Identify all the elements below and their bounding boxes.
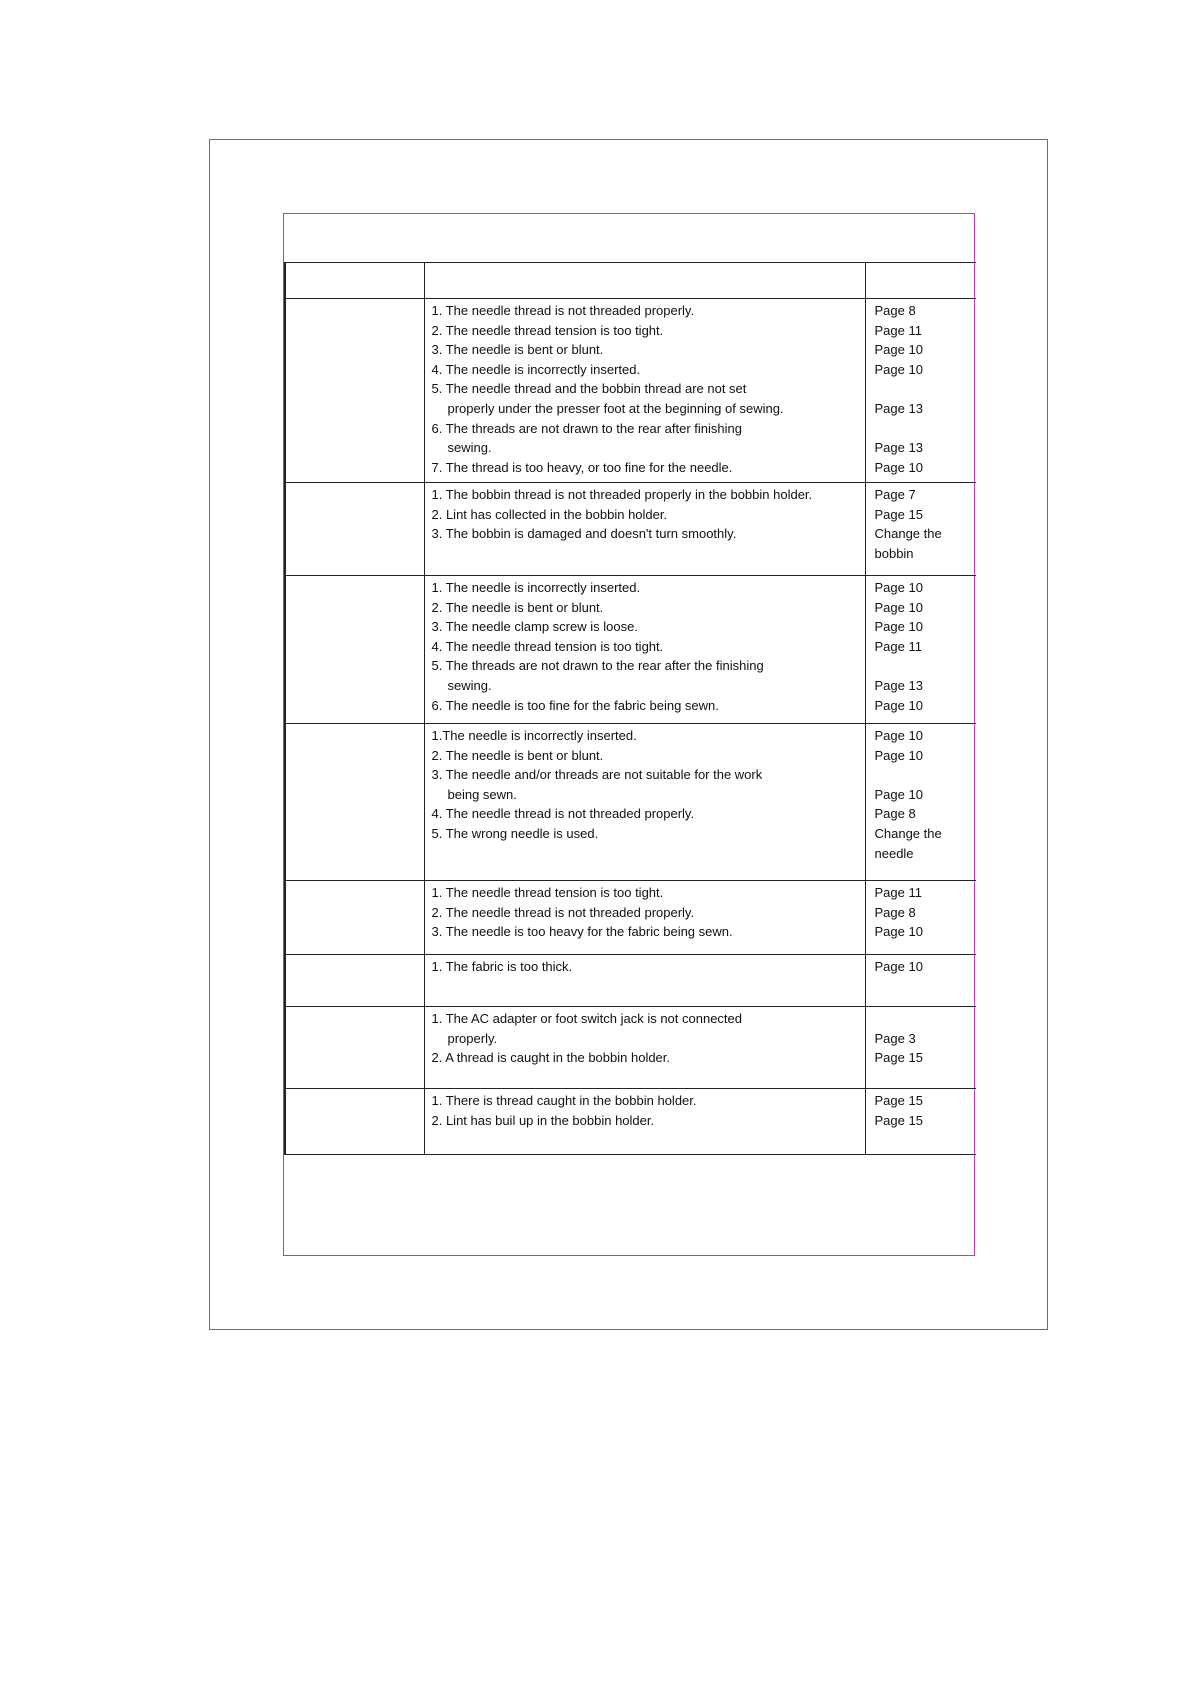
table-row [285, 1007, 976, 1089]
page-reference [875, 419, 973, 439]
page-reference: bobbin [874, 545, 914, 561]
cause-cell [424, 576, 865, 724]
cause-line: 4. The needle is incorrectly inserted. [431, 361, 641, 377]
reference-cell [865, 576, 976, 724]
cause-cell [424, 881, 865, 955]
table-row [285, 1089, 976, 1155]
page-reference [875, 765, 973, 785]
cause-cell [424, 483, 865, 576]
page-reference: Page 10 [874, 924, 923, 940]
page-reference: needle [874, 845, 914, 861]
page-reference: Page 8 [874, 303, 916, 318]
page-reference: Page 10 [874, 580, 923, 595]
cause-line: 2. A thread is caught in the bobbin holder. [431, 1050, 671, 1066]
page-reference [875, 656, 973, 676]
cause-cell [424, 1007, 865, 1089]
page-reference: Page 15 [874, 1112, 923, 1128]
page-reference: Page 10 [874, 728, 923, 743]
page-reference: Page 10 [874, 959, 923, 974]
cause-line: properly. [447, 1030, 498, 1046]
page-reference: Page 10 [874, 697, 923, 713]
cause-cell [424, 724, 865, 881]
page-reference: Page 7 [874, 487, 916, 502]
cause-line: being sewn. [447, 786, 517, 802]
page-reference: Page 8 [874, 806, 916, 822]
page-reference: Page 11 [874, 885, 922, 900]
page-reference: Page 15 [874, 1093, 923, 1108]
table-row [285, 955, 976, 1007]
cause-line: 6. The needle is too fine for the fabric being sewn. [431, 697, 719, 713]
cause-line: 1.The needle is incorrectly inserted. [431, 728, 637, 743]
header-cause [424, 263, 865, 299]
cause-line: 1. There is thread caught in the bobbin holder. [431, 1093, 697, 1108]
cause-line: 1. The fabric is too thick. [431, 959, 573, 974]
page-reference: Page 10 [874, 361, 923, 377]
reference-cell [865, 881, 976, 955]
cause-line: properly under the presser foot at the beginning of sewing. [447, 400, 784, 416]
troubleshooting-table [284, 262, 976, 1155]
reference-cell [865, 1007, 976, 1089]
problem-cell [285, 1089, 424, 1155]
table-row [285, 724, 976, 881]
cause-line: sewing. [447, 440, 492, 456]
cause-line: 1. The AC adapter or foot switch jack is not connected [431, 1011, 742, 1026]
page-reference: Change the [874, 526, 942, 542]
cause-line: 3. The bobbin is damaged and doesn't turn smoothly. [431, 526, 737, 542]
page-reference [875, 379, 973, 399]
page-reference: Page 10 [874, 459, 923, 475]
cause-line: 5. The threads are not drawn to the rear after the finishing [431, 658, 764, 674]
problem-cell [285, 1007, 424, 1089]
cause-line: 6. The threads are not drawn to the rear after finishing [431, 420, 742, 436]
cause-line: 3. The needle and/or threads are not suitable for the work [431, 767, 763, 783]
cause-line: 2. The needle thread tension is too tight. [431, 322, 664, 338]
page-reference: Page 10 [874, 786, 923, 802]
cause-line: 2. The needle is bent or blunt. [431, 599, 604, 615]
page-reference: Page 10 [874, 747, 923, 763]
cause-line: 5. The wrong needle is used. [431, 825, 599, 841]
cause-line: 2. The needle thread is not threaded properly. [431, 904, 695, 920]
cause-line: 1. The needle thread tension is too tight. [431, 885, 664, 900]
table-header-row [285, 263, 976, 299]
reference-cell [865, 955, 976, 1007]
table-body [285, 299, 976, 1155]
header-reference [865, 263, 976, 299]
reference-cell [865, 1089, 976, 1155]
page-reference: Page 3 [874, 1030, 916, 1046]
reference-cell [865, 483, 976, 576]
cause-line: 4. The needle thread tension is too tight. [431, 638, 664, 654]
cause-line: 1. The bobbin thread is not threaded properly in the bobbin holder. [431, 487, 813, 502]
table-row [285, 881, 976, 955]
page-reference: Page 10 [874, 599, 923, 615]
cause-line: 3. The needle is bent or blunt. [431, 342, 604, 358]
cause-line: 2. Lint has collected in the bobbin holder. [431, 506, 668, 522]
header-problem [285, 263, 424, 299]
page-reference: Page 13 [874, 440, 923, 456]
cause-line: 1. The needle is incorrectly inserted. [431, 580, 641, 595]
cause-line: 4. The needle thread is not threaded properly. [431, 806, 695, 822]
page-reference: Change the [874, 825, 942, 841]
cause-line: 7. The thread is too heavy, or too fine for the needle. [431, 459, 733, 475]
page-reference: Page 11 [874, 638, 922, 654]
cause-cell [424, 299, 865, 483]
table-row [285, 576, 976, 724]
cause-cell [424, 1089, 865, 1155]
page-reference: Page 11 [874, 322, 922, 338]
page-reference: Page 13 [874, 400, 923, 416]
cause-line: sewing. [447, 677, 492, 693]
cause-line: 1. The needle thread is not threaded properly. [431, 303, 695, 318]
page-reference [875, 1009, 973, 1029]
problem-cell [285, 483, 424, 576]
reference-cell [865, 724, 976, 881]
page-reference: Page 8 [874, 904, 916, 920]
page-reference: Page 10 [874, 342, 923, 358]
problem-cell [285, 724, 424, 881]
cause-line: 3. The needle is too heavy for the fabric being sewn. [431, 924, 733, 940]
page-reference: Page 10 [874, 619, 923, 635]
reference-cell [865, 299, 976, 483]
cause-cell [424, 955, 865, 1007]
cause-line: 5. The needle thread and the bobbin thread are not set [431, 381, 747, 397]
page-reference: Page 15 [874, 506, 923, 522]
table-row [285, 483, 976, 576]
cause-line: 3. The needle clamp screw is loose. [431, 619, 638, 635]
table-row [285, 299, 976, 483]
cause-line: 2. Lint has buil up in the bobbin holder. [431, 1112, 655, 1128]
page-reference: Page 15 [874, 1050, 923, 1066]
cause-line: 2. The needle is bent or blunt. [431, 747, 604, 763]
problem-cell [285, 955, 424, 1007]
problem-cell [285, 299, 424, 483]
problem-cell [285, 881, 424, 955]
problem-cell [285, 576, 424, 724]
page-reference: Page 13 [874, 677, 923, 693]
